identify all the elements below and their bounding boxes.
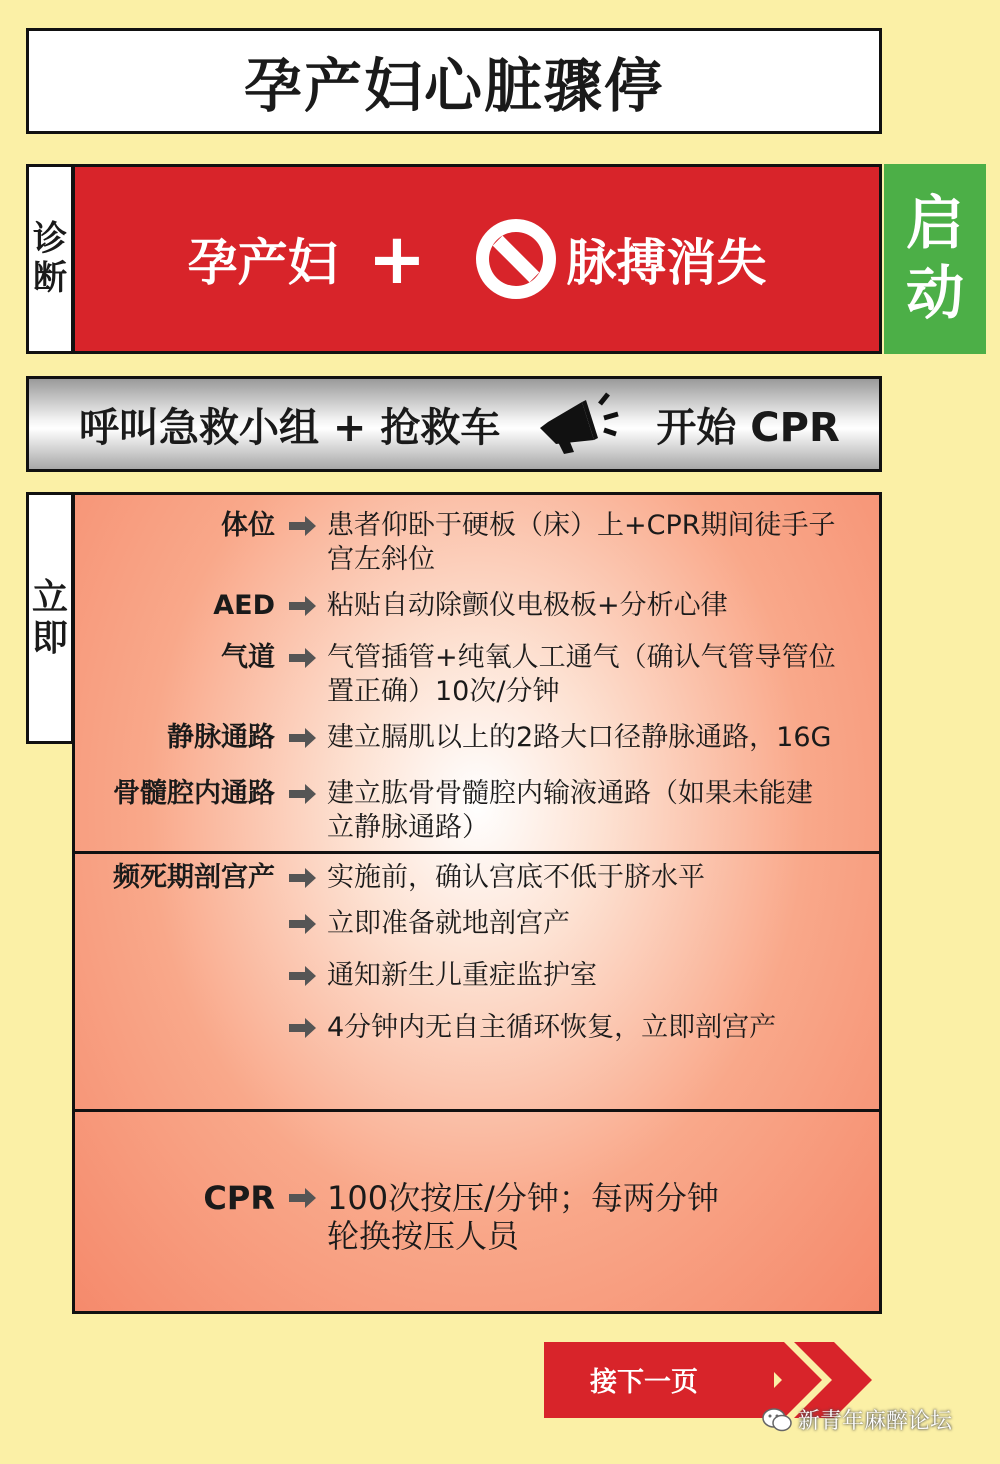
start-cpr-text: 开始 CPR	[656, 404, 840, 451]
action-key: 气道	[221, 642, 275, 673]
arrow-right-icon	[289, 1179, 319, 1217]
start-box	[884, 164, 986, 354]
arrow-right-icon	[289, 1011, 319, 1045]
diagnosis-term-pregnant: 孕产妇	[187, 234, 338, 292]
cpr-value-line: 轮换按压人员	[327, 1217, 520, 1255]
cesarean-item: 实施前，确认宫底不低于脐水平	[327, 862, 705, 893]
action-value-line: 建立膈肌以上的2路大口径静脉通路，16G	[327, 722, 832, 753]
action-key: 骨髓腔内通路	[113, 778, 275, 809]
diagnosis-label-char-2: 断	[33, 258, 67, 298]
diagnosis-term-pulseless: 脉搏消失	[566, 234, 767, 292]
cpr-key: CPR	[203, 1179, 275, 1217]
action-value	[327, 641, 867, 709]
watermark-text: 新青年麻醉论坛	[798, 1409, 953, 1434]
arrow-right-icon	[289, 589, 319, 623]
next-page-label[interactable]: 接下一页	[590, 1367, 698, 1398]
action-key: AED	[213, 590, 275, 621]
action-key: 体位	[221, 510, 275, 541]
action-value	[327, 509, 867, 577]
diagnosis-label-char-1: 诊	[33, 218, 67, 259]
action-value-line: 宫左斜位	[327, 544, 435, 575]
action-value	[327, 721, 867, 755]
action-value-line: 建立肱骨骨髓腔内输液通路（如果未能建	[327, 778, 813, 809]
diagnosis-box	[72, 164, 882, 354]
cpr-value-line: 100次按压/分钟；每两分钟	[327, 1179, 719, 1217]
immediate-side-label	[26, 492, 74, 744]
action-value	[327, 777, 867, 845]
action-value-line: 置正确）10次/分钟	[327, 676, 560, 707]
diagnosis-plus: +	[367, 218, 427, 300]
arrow-right-icon	[289, 641, 319, 675]
cesarean-key: 频死期剖宫产	[113, 862, 275, 893]
immediate-label-char-1: 立	[31, 576, 68, 618]
cesarean-item: 立即准备就地剖宫产	[327, 908, 570, 939]
arrow-right-icon	[289, 907, 319, 941]
section-divider	[75, 851, 879, 854]
section-divider	[75, 1109, 879, 1112]
immediate-actions-box	[72, 492, 882, 1314]
wechat-icon	[762, 1407, 792, 1433]
start-char-2: 动	[905, 259, 964, 327]
action-value	[327, 589, 867, 623]
cpr-value	[327, 1179, 867, 1255]
cesarean-item: 4分钟内无自主循环恢复，立即剖宫产	[327, 1012, 777, 1043]
diagnosis-side-label	[26, 164, 74, 354]
arrow-right-icon	[289, 721, 319, 755]
watermark	[762, 1404, 952, 1435]
arrow-right-icon	[289, 777, 319, 811]
arrow-right-icon	[289, 959, 319, 993]
start-char-1: 启	[905, 189, 964, 258]
action-key: 静脉通路	[167, 722, 275, 753]
action-value-line: 立静脉通路）	[327, 812, 489, 843]
action-value-line: 患者仰卧于硬板（床）上+CPR期间徒手子	[327, 510, 836, 541]
arrow-right-icon	[289, 861, 319, 895]
action-value-line: 粘贴自动除颤仪电极板+分析心律	[327, 590, 728, 621]
action-value-line: 气管插管+纯氧人工通气（确认气管导管位	[327, 642, 836, 673]
prohibited-icon	[474, 217, 558, 301]
call-team-bar	[26, 376, 882, 472]
arrow-right-icon	[289, 509, 319, 543]
megaphone-icon	[534, 388, 626, 460]
page-title: 孕产妇心脏骤停	[26, 28, 882, 134]
immediate-label-char-2: 即	[31, 618, 68, 659]
call-team-text: 呼叫急救小组 + 抢救车	[79, 404, 501, 451]
cesarean-item: 通知新生儿重症监护室	[327, 960, 597, 991]
